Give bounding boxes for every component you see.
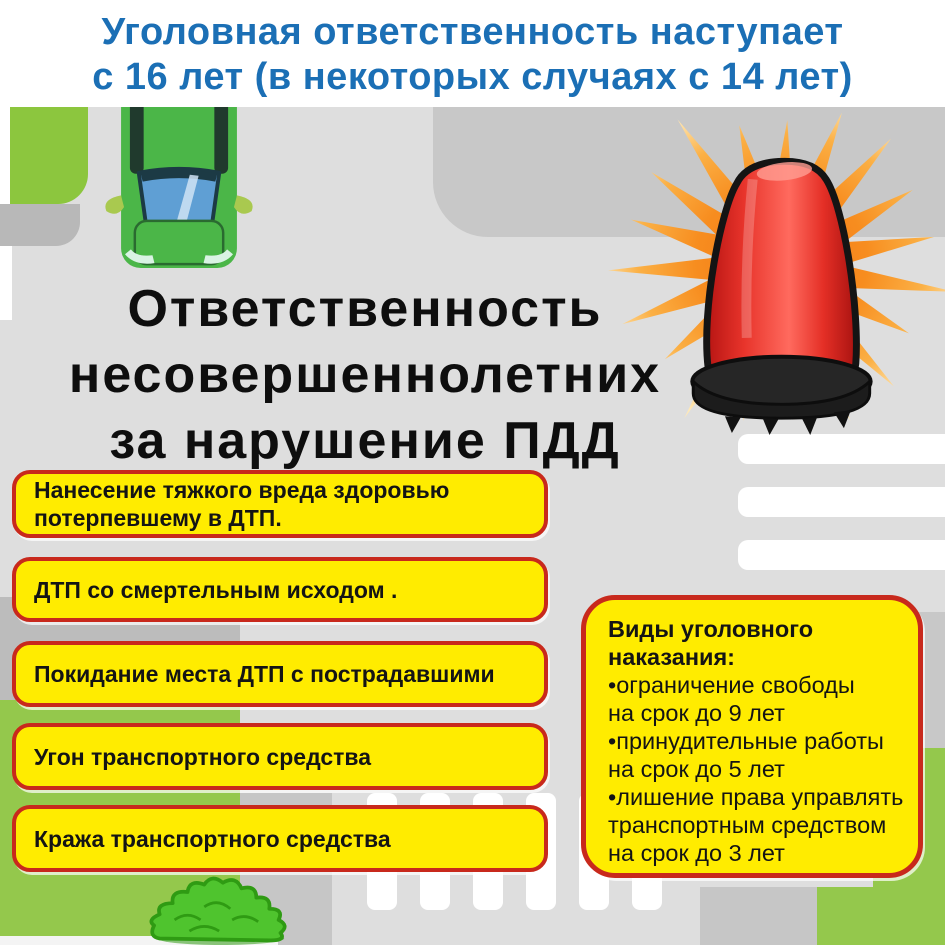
lane-marking-2 [738, 487, 945, 517]
poster-title [0, 0, 945, 107]
offense-box-3 [12, 641, 548, 707]
main-heading [25, 276, 705, 474]
offense-box-1 [12, 470, 548, 538]
offense-box-5 [12, 805, 548, 872]
grass-patch-top-left [10, 107, 88, 204]
punishment-box [581, 595, 923, 878]
main-heading-line1: Ответственность [127, 280, 603, 338]
offense-text-5: Кража транспортного средства [34, 825, 391, 852]
grass-patch-bottom-right [817, 887, 945, 945]
green-bush-icon [146, 866, 296, 945]
poster-title-line2: с 16 лет (в некоторых случаях с 14 лет) [92, 56, 853, 98]
offense-box-2 [12, 557, 548, 622]
punishment-line: транспортным средством [608, 812, 887, 838]
punishment-line: на срок до 3 лет [608, 840, 785, 866]
poster-title-line1: Уголовная ответственность наступает [101, 11, 844, 53]
offense-text-4: Угон транспортного средства [34, 743, 372, 770]
curb-block-top-left [0, 204, 80, 246]
lane-marking-3 [738, 540, 945, 570]
green-car-icon [105, 107, 253, 269]
main-heading-line2: несовершеннолетних [68, 346, 662, 404]
sidewalk-block-bottom-right [700, 887, 817, 945]
punishment-header: Виды уголовного наказания: [608, 616, 814, 670]
punishment-line: •принудительные работы [608, 728, 884, 754]
main-heading-line3: за нарушение ПДД [109, 412, 621, 470]
punishment-line: •ограничение свободы [608, 672, 855, 698]
punishment-line: на срок до 9 лет [608, 700, 785, 726]
offense-box-4 [12, 723, 548, 790]
offense-text-3: Покидание места ДТП с пострадавшими [34, 661, 495, 687]
punishment-line: на срок до 5 лет [608, 756, 785, 782]
offense-text-2: ДТП со смертельным исходом . [34, 576, 398, 603]
offense-text-1: Нанесение тяжкого вреда здоровью потерпевшему в ДТП. [34, 477, 450, 531]
punishment-line: •лишение права управлять [608, 784, 904, 810]
